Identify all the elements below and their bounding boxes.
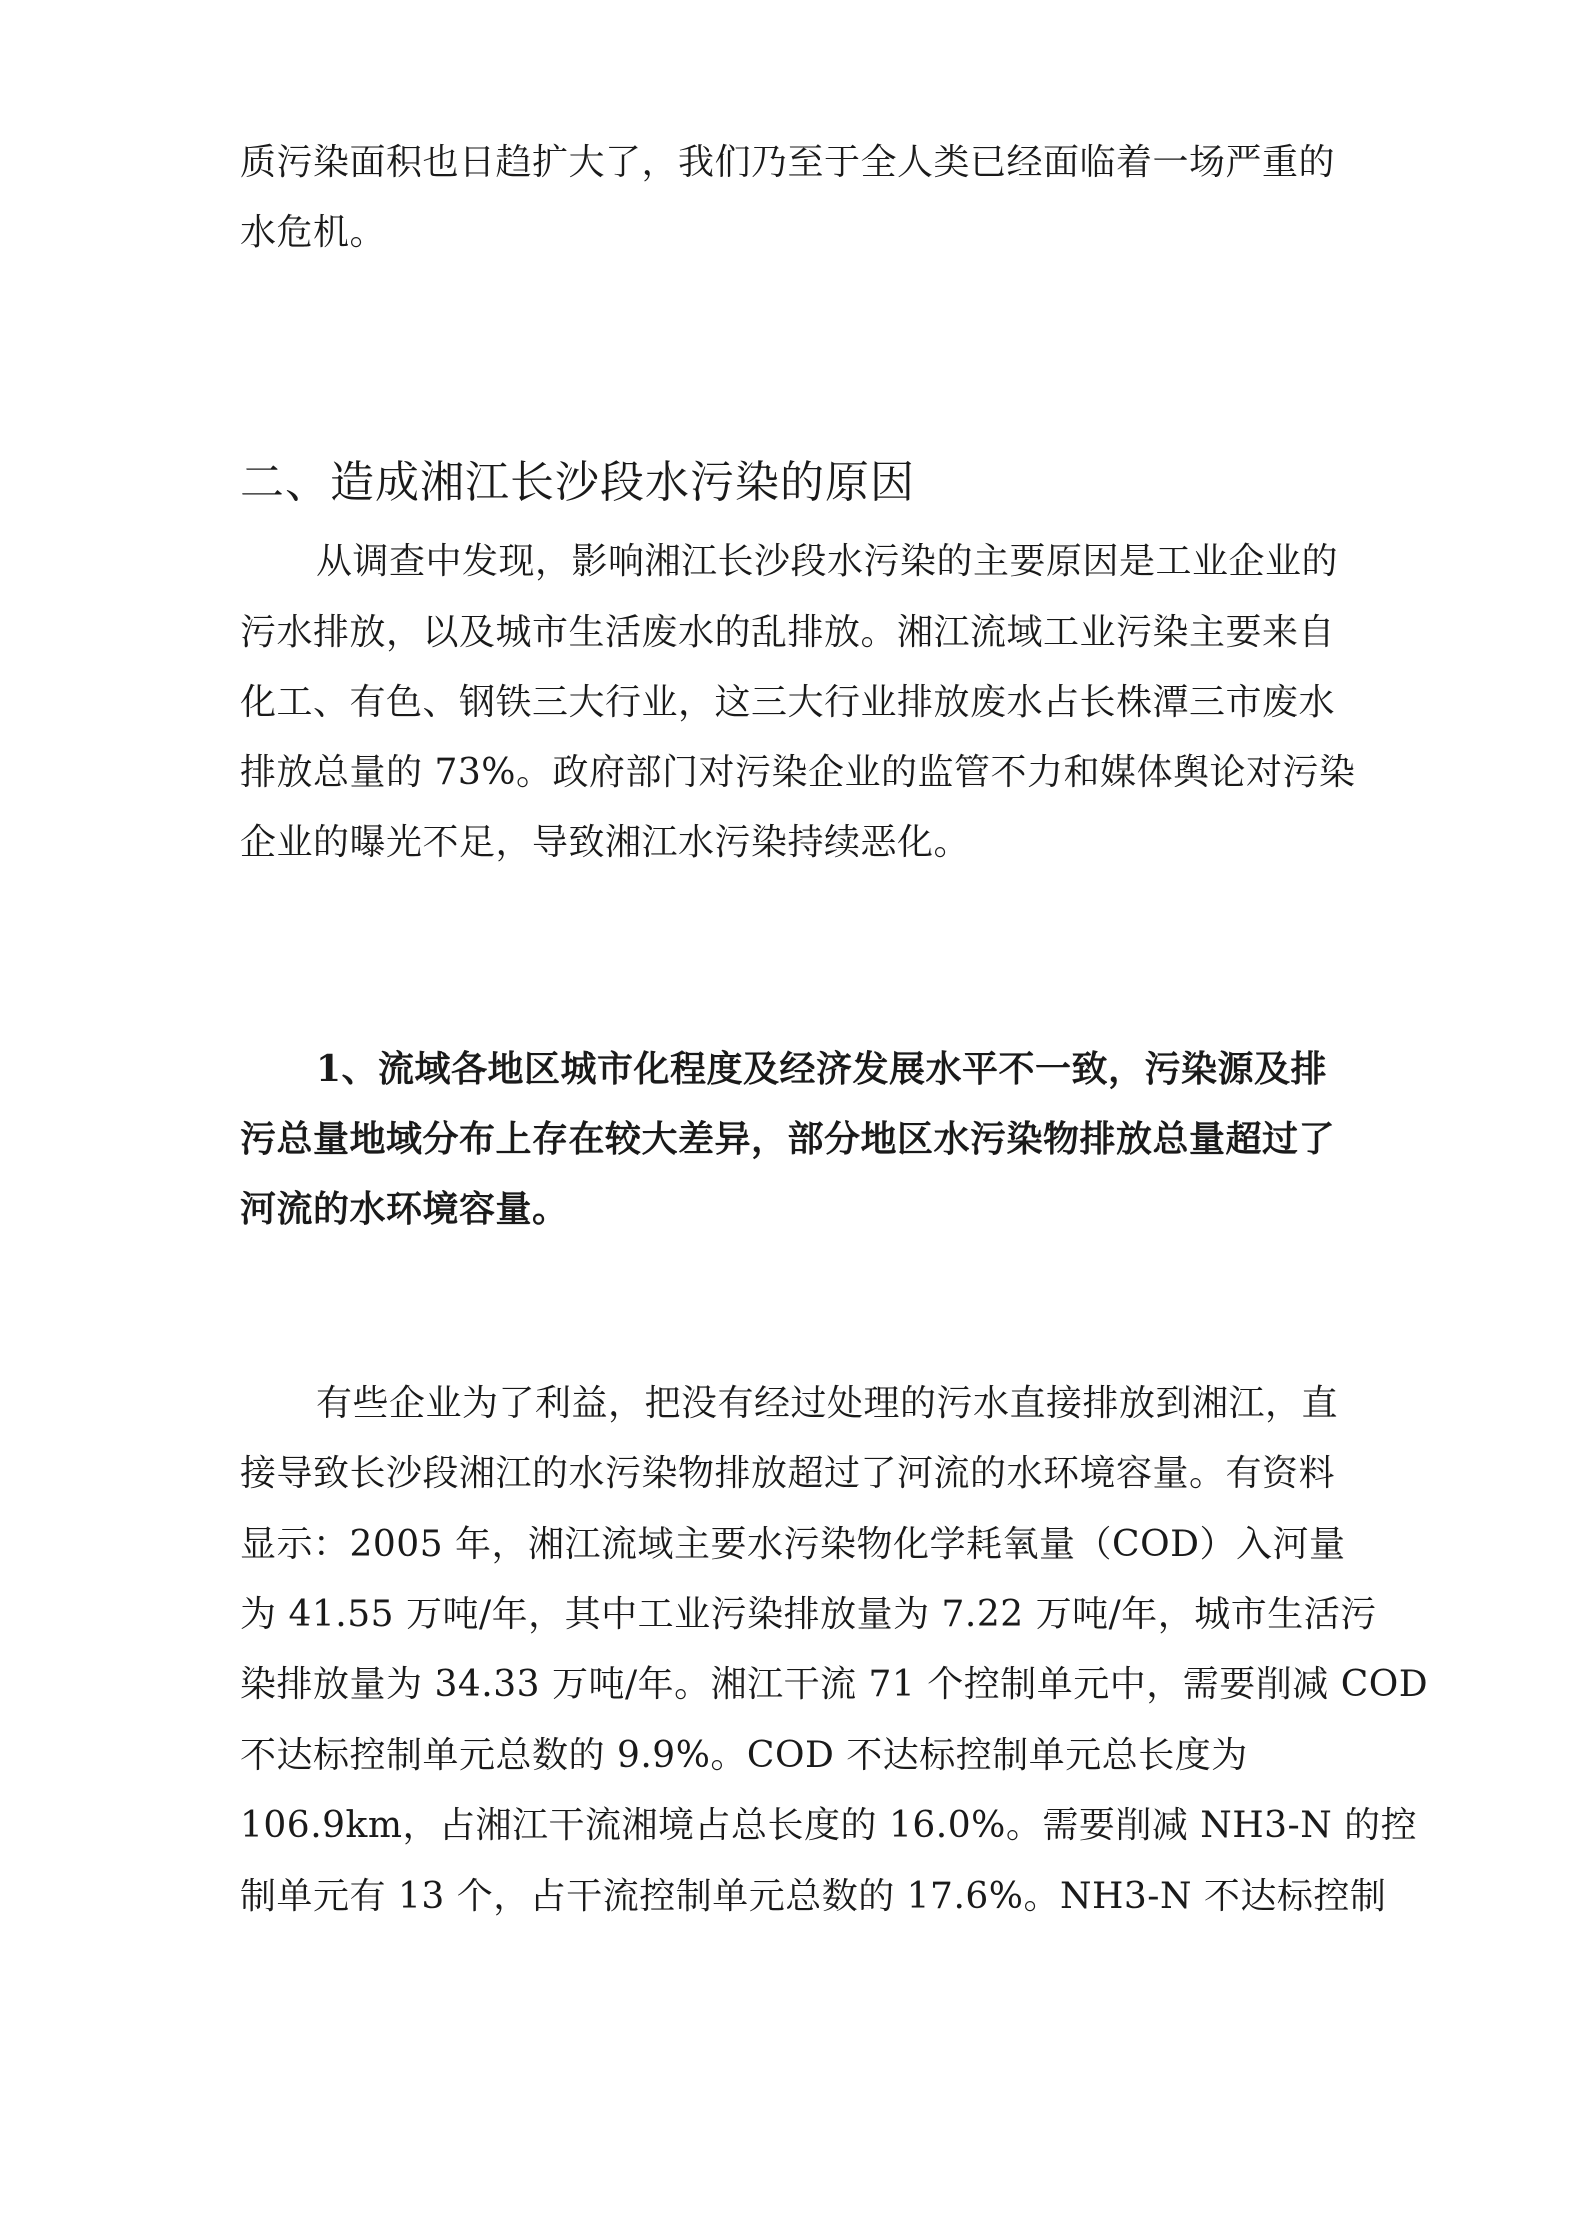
subsection-paragraph-line-1: 有些企业为了利益，把没有经过处理的污水直接排放到湘江，直 — [316, 1383, 1339, 1424]
subsection-paragraph-line-7: 106.9km，占湘江干流湘境占总长度的 16.0%。需要削减 NH3-N 的控 — [240, 1805, 1418, 1846]
section-paragraph-line-3: 化工、有色、钢铁三大行业，这三大行业排放废水占长株潭三市废水 — [240, 682, 1336, 723]
subsection-heading-line-2: 污总量地域分布上存在较大差异，部分地区水污染物排放总量超过了 — [240, 1118, 1336, 1160]
subsection-paragraph-line-3: 显示：2005 年，湘江流域主要水污染物化学耗氧量（COD）入河量 — [240, 1524, 1346, 1565]
subsection-paragraph-line-4: 为 41.55 万吨/年，其中工业污染排放量为 7.22 万吨/年，城市生活污 — [240, 1594, 1377, 1635]
section-paragraph-line-2: 污水排放，以及城市生活废水的乱排放。湘江流域工业污染主要来自 — [240, 612, 1336, 653]
section-paragraph-line-1: 从调查中发现，影响湘江长沙段水污染的主要原因是工业企业的 — [316, 541, 1339, 582]
subsection-paragraph-line-8: 制单元有 13 个，占干流控制单元总数的 17.6%。NH3-N 不达标控制 — [240, 1876, 1387, 1917]
subsection-heading-line-3: 河流的水环境容量。 — [240, 1188, 569, 1230]
section-heading: 二、造成湘江长沙段水污染的原因 — [240, 457, 915, 508]
subsection-paragraph-line-5: 染排放量为 34.33 万吨/年。湘江干流 71 个控制单元中，需要削减 COD — [240, 1664, 1429, 1705]
section-paragraph-line-5: 企业的曝光不足，导致湘江水污染持续恶化。 — [240, 822, 971, 863]
intro-line-2: 水危机。 — [240, 212, 387, 253]
subsection-paragraph-line-6: 不达标控制单元总数的 9.9%。COD 不达标控制单元总长度为 — [240, 1735, 1248, 1776]
section-paragraph-line-4: 排放总量的 73%。政府部门对污染企业的监管不力和媒体舆论对污染 — [240, 752, 1356, 793]
intro-line-1: 质污染面积也日趋扩大了，我们乃至于全人类已经面临着一场严重的 — [240, 142, 1336, 183]
subsection-heading-line-1: 1、流域各地区城市化程度及经济发展水平不一致，污染源及排 — [316, 1048, 1328, 1090]
subsection-paragraph-line-2: 接导致长沙段湘江的水污染物排放超过了河流的水环境容量。有资料 — [240, 1453, 1336, 1494]
